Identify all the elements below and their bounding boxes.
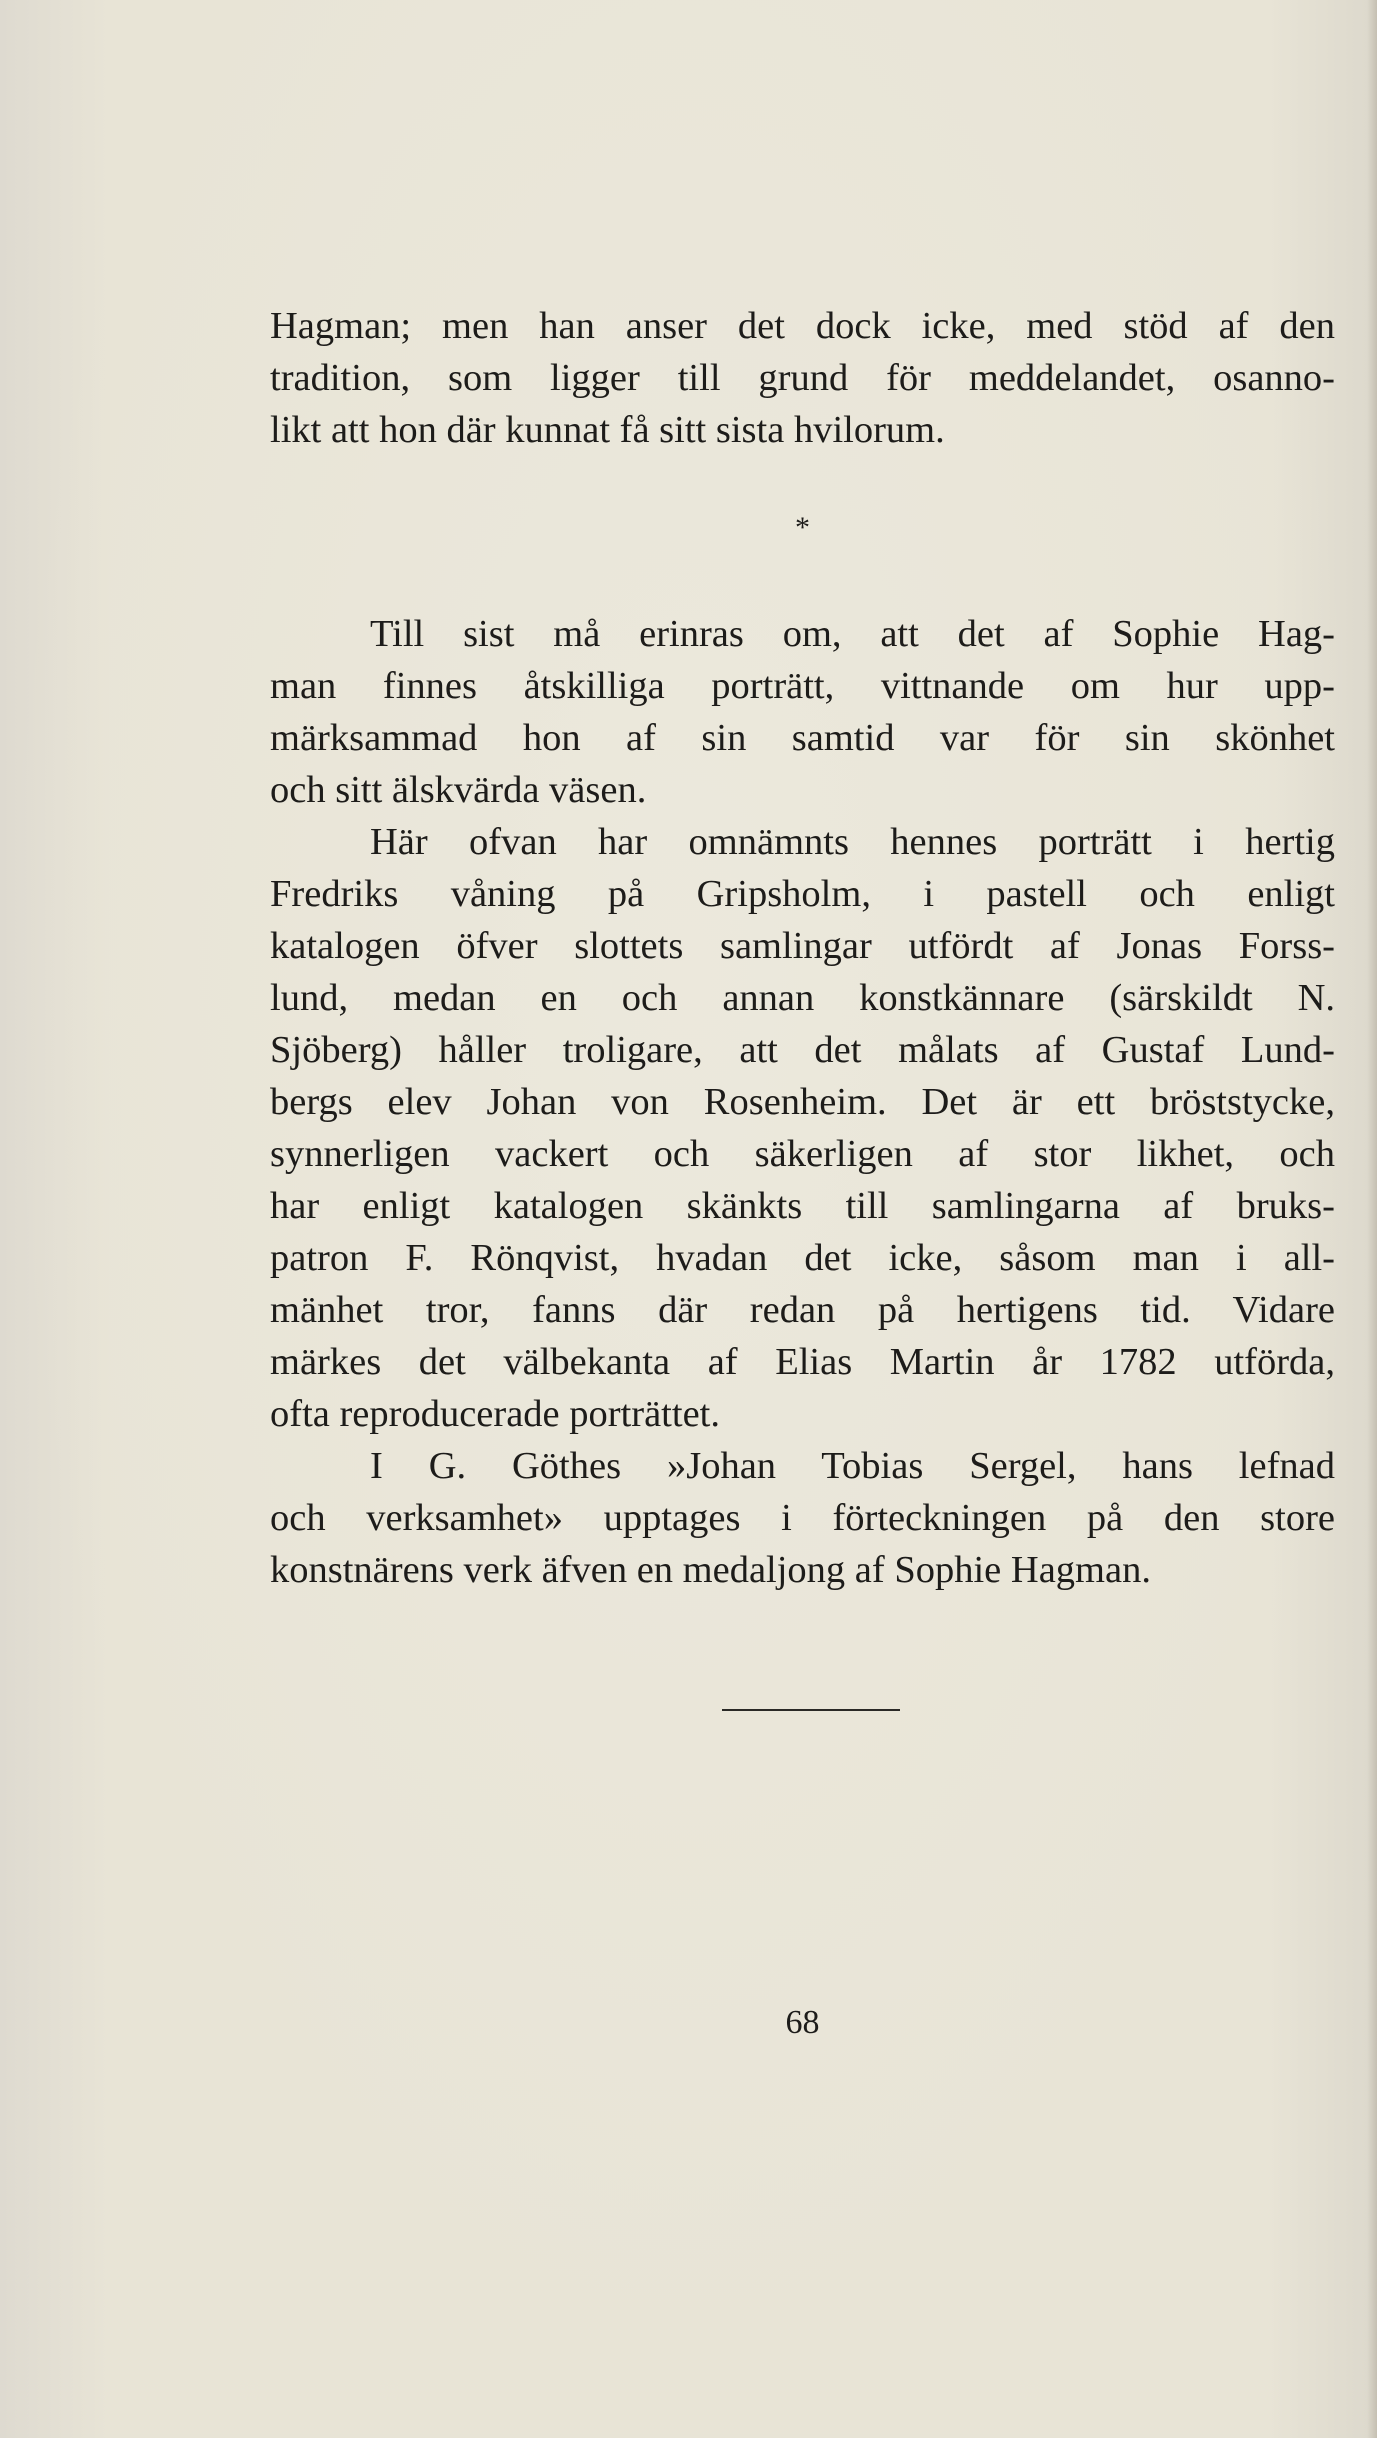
paragraph-gripsholm bbox=[270, 816, 1335, 1440]
text-line: konstnärens verk äfven en medaljong af Sophie Hagman. bbox=[270, 1549, 1151, 1591]
text-line: bergs elev Johan von Rosenheim. Det är ett bröststycke, bbox=[270, 1081, 1335, 1123]
section-separator-asterisk: * bbox=[795, 511, 810, 544]
text-line: Till sist må erinras om, att det af Sophie Hag- bbox=[370, 613, 1335, 655]
text-line: och sitt älskvärda väsen. bbox=[270, 769, 647, 811]
page-edge-shadow bbox=[1367, 0, 1377, 2438]
main-text-block bbox=[270, 608, 1335, 1596]
text-line: Sjöberg) håller troligare, att det målats af Gustaf Lund- bbox=[270, 1029, 1335, 1071]
text-line: har enligt katalogen skänkts till samlingarna af bruks- bbox=[270, 1185, 1335, 1227]
text-line: Hagman; men han anser det dock icke, med stöd af den bbox=[270, 305, 1335, 347]
section-end-rule bbox=[722, 1709, 900, 1711]
text-line: Här ofvan har omnämnts hennes porträtt i hertig bbox=[370, 821, 1335, 863]
paragraph-portraits bbox=[270, 608, 1335, 816]
text-line: man finnes åtskilliga porträtt, vittnande om hur upp- bbox=[270, 665, 1335, 707]
text-line: Fredriks våning på Gripsholm, i pastell och enligt bbox=[270, 873, 1335, 915]
text-line: tradition, som ligger till grund för meddelandet, osanno- bbox=[270, 357, 1335, 399]
text-line: I G. Göthes »Johan Tobias Sergel, hans lefnad bbox=[370, 1445, 1335, 1487]
paragraph-sergel bbox=[270, 1440, 1335, 1596]
paragraph-top bbox=[270, 300, 1335, 456]
text-line: märksammad hon af sin samtid var för sin skönhet bbox=[270, 717, 1335, 759]
text-line: synnerligen vackert och säkerligen af stor likhet, och bbox=[270, 1133, 1335, 1175]
text-line: märkes det välbekanta af Elias Martin år 1782 utförda, bbox=[270, 1341, 1335, 1383]
text-line: ofta reproducerade porträttet. bbox=[270, 1393, 720, 1435]
text-line: lund, medan en och annan konstkännare (särskildt N. bbox=[270, 977, 1335, 1019]
text-line: och verksamhet» upptages i förteckningen på den store bbox=[270, 1497, 1335, 1539]
text-line: patron F. Rönqvist, hvadan det icke, såsom man i all- bbox=[270, 1237, 1335, 1279]
text-line: mänhet tror, fanns där redan på hertigens tid. Vidare bbox=[270, 1289, 1335, 1331]
page-number: 68 bbox=[785, 2004, 820, 2041]
text-line: likt att hon där kunnat få sitt sista hvilorum. bbox=[270, 409, 945, 451]
text-line: katalogen öfver slottets samlingar utfördt af Jonas Forss- bbox=[270, 925, 1335, 967]
